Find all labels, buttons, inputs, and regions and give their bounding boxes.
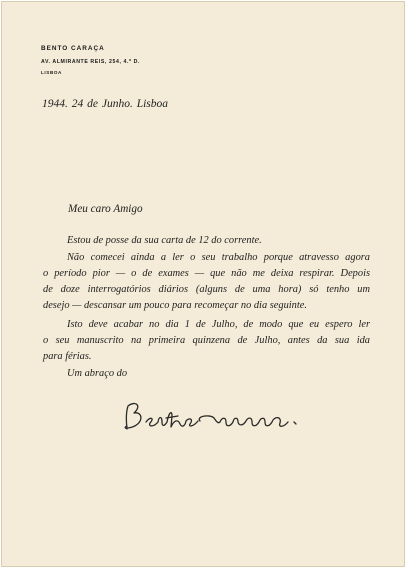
dateline: 1944. 24 de Junho. Lisboa: [42, 98, 169, 110]
body-line: o seu manuscrito na primeira quinzena de Julho, antes da sua ida: [43, 335, 370, 346]
letterhead-city: LISBOA: [41, 70, 62, 75]
body-line: Estou de posse da sua carta de 12 do corrente.: [67, 235, 262, 246]
salutation: Meu caro Amigo: [68, 203, 143, 215]
signature-image: [122, 398, 312, 438]
signature-stroke: [199, 416, 288, 426]
signature-stroke: [125, 404, 141, 429]
body-line: de doze interrogatórios diários (alguns de uma hora) só tenho um: [43, 284, 370, 295]
signature-stroke: [294, 422, 296, 424]
body-line: Não comecei ainda a ler o seu trabalho porque atravesso agora: [67, 252, 370, 263]
letter-page: [1, 1, 405, 567]
body-line: desejo — descansar um pouco para recomeçar no dia seguinte.: [43, 300, 307, 311]
body-line: Isto deve acabar no dia 1 de Julho, de modo que eu espero ler: [67, 319, 370, 330]
letterhead-name: BENTO CARAÇA: [41, 45, 105, 52]
body-line: para férias.: [43, 351, 92, 362]
body-line: o período pior — o de exames — que não me deixa respirar. Depois: [43, 268, 370, 279]
letterhead-address: AV. ALMIRANTE REIS, 254, 4.º D.: [41, 59, 140, 65]
signature-stroke: [146, 413, 198, 427]
letterhead: [41, 45, 140, 75]
closing: Um abraço do: [67, 368, 128, 379]
